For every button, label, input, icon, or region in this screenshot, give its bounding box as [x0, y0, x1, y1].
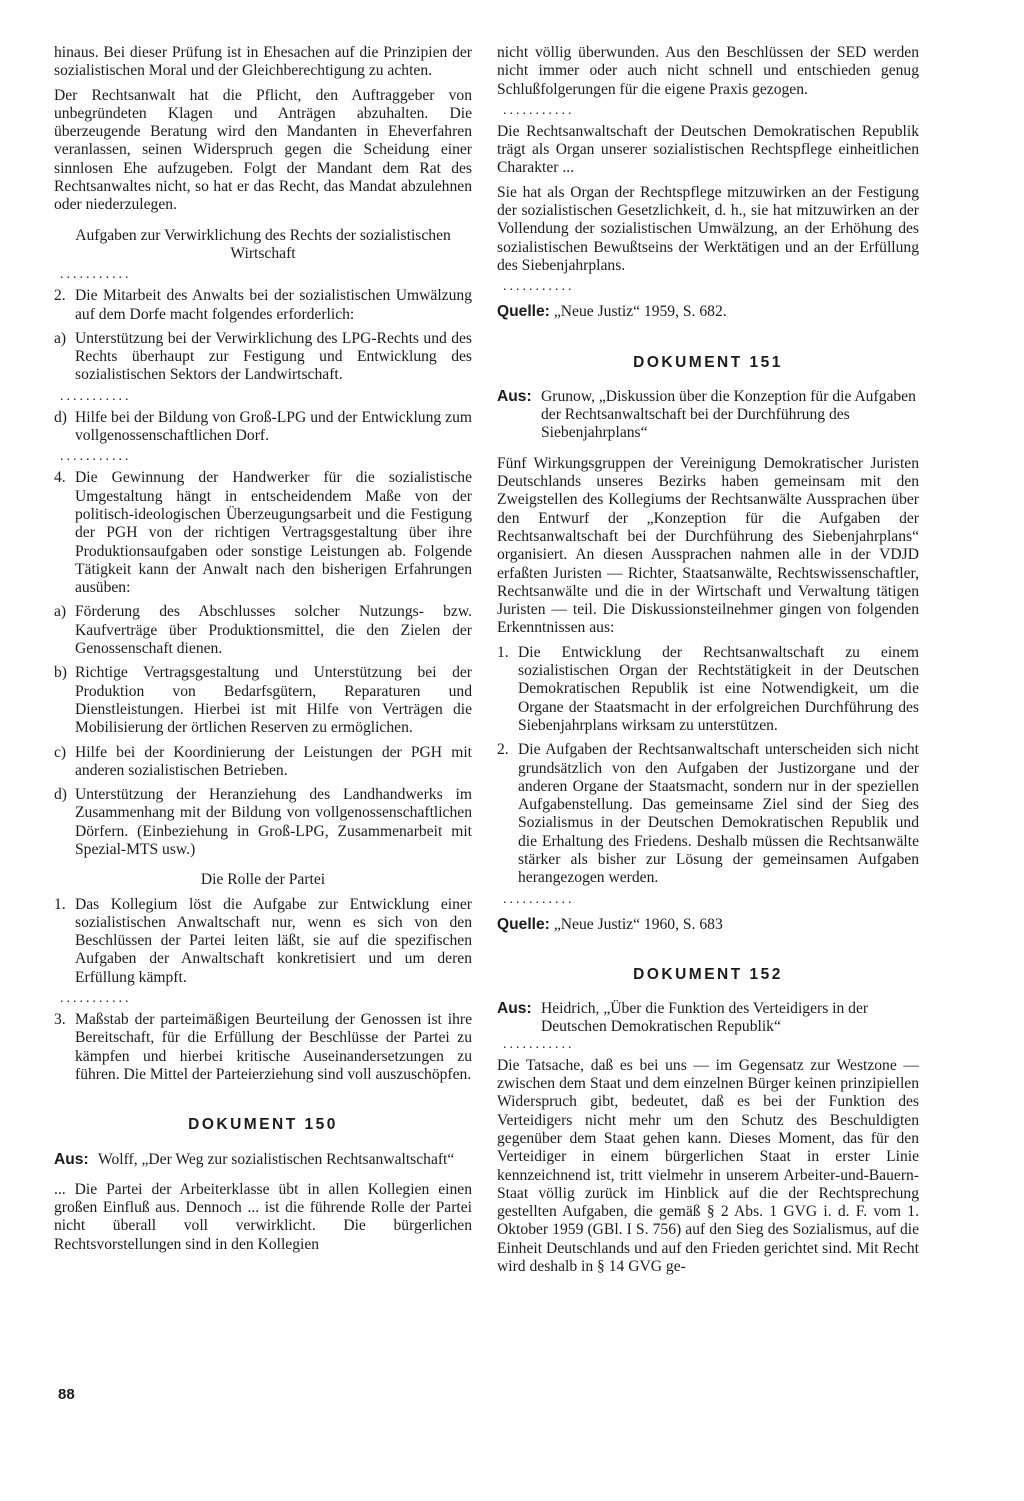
ellipsis-separator: ...........	[60, 267, 132, 283]
list-text: Unterstützung der Heranziehung des Landhandwerks im Zusammenhang mit der Bildung von vollgenossenschaftlichen Dörfern. (Einbeziehung in Groß-LPG, Zusammenarbeit mit Spezial-MTS usw.)	[75, 786, 472, 858]
list-text: Hilfe bei der Koordinierung der Leistungen der PGH mit anderen sozialistischen Betrieben.	[75, 743, 472, 779]
list-item	[54, 287, 472, 324]
citation	[497, 916, 919, 934]
paragraph: Der Rechtsanwalt hat die Pflicht, den Auftraggeber von unbegründeten Klagen und Anträgen abzuhalten. Die überzeugende Beratung wird den Mandanten in Eheverfahren veranlassen, seinen Widerspruch gegen die Scheidung einer sinnlosen Ehe aufzugeben. Folgt der Mandant dem Rat des Rechtsanwaltes nicht, so hat er das Recht, das Mandat abzulehnen oder niederzulegen.	[54, 86, 472, 214]
list-item	[54, 330, 472, 385]
document-source	[54, 1151, 472, 1169]
source-text: Heidrich, „Über die Funktion des Verteidigers in der Deutschen Demokratischen Republik“	[541, 1000, 869, 1036]
list-marker: 2.	[497, 741, 509, 759]
list-text: Die Aufgaben der Rechtsanwaltschaft unterscheiden sich nicht grundsätzlich von den Aufgaben der Justizorgane und der anderen Organe der Staatsmacht, sondern nur in der speziellen Aufgabenstellung. Das gemeinsame Ziel sind der Sieg des Sozialismus in der Deutschen Demokratischen Republik und die Erhaltung des Friedens. Deshalb müssen die Rechtsanwälte stärker als bisher zur Lösung der gemeinsamen Aufgaben herangezogen werden.	[518, 741, 919, 887]
document-source	[497, 388, 919, 443]
ellipsis-separator: ...........	[60, 991, 132, 1007]
paragraph: Fünf Wirkungsgruppen der Vereinigung Demokratischer Juristen Deutschlands unseres Bezirks haben gemeinsam mit den Zweigstellen des Kollegiums der Rechtsanwälte Aussprachen über den Entwurf der „Konzeption für die Aufgaben der Rechtsanwaltschaft bei der Durchführung des Siebenjahrplans“ organisiert. An diesen Aussprachen nahmen alle in der VDJD erfaßten Juristen — Richter, Staatsanwälte, Rechtswissenschaftler, Rechtsanwälte und die in der Wirtschaft und Verwaltung tätigen Juristen — teil. Die Diskussionsteilnehmer gingen von folgenden Erkenntnissen aus:	[497, 454, 919, 637]
list-item	[54, 1011, 472, 1084]
citation-label: Quelle:	[497, 303, 550, 321]
list-item	[54, 744, 472, 781]
section-heading: Aufgaben zur Verwirklichung des Rechts der sozialistischen Wirtschaft	[75, 226, 451, 262]
list-marker: 3.	[54, 1011, 66, 1029]
list-marker: 2.	[54, 287, 66, 305]
list-item	[54, 786, 472, 859]
ellipsis-separator: ...........	[503, 891, 575, 907]
list-text: Unterstützung bei der Verwirklichung des LPG-Rechts und des Rechts überhaupt zur Festigung und Entwicklung des sozialistischen Sektors der Landwirtschaft.	[75, 329, 472, 384]
paragraph: Sie hat als Organ der Rechtspflege mitzuwirken an der Festigung der sozialistischen Gesetzlichkeit, d. h., sie hat mitzuwirken an der Vollendung der sozialistischen Umwälzung, an der Erhöhung des sozialistischen Bewußtseins der Werktätigen und an der Erfüllung des Siebenjahrplans.	[497, 183, 919, 274]
list-item	[497, 741, 919, 887]
list-item	[54, 664, 472, 737]
list-marker: d)	[54, 786, 67, 804]
citation	[497, 303, 919, 321]
paragraph: nicht völlig überwunden. Aus den Beschlüssen der SED werden nicht immer oder auch nicht schnell und entschieden genug Schlußfolgerungen für die eigene Praxis gezogen.	[497, 44, 919, 98]
list-text: Hilfe bei der Bildung von Groß-LPG und der Entwicklung zum vollgenossenschaftlichen Dorf.	[75, 408, 472, 445]
source-label: Aus:	[497, 1000, 532, 1018]
source-label: Aus:	[54, 1150, 89, 1168]
list-text: Richtige Vertragsgestaltung und Unterstützung bei der Produktion von Bedarfsgütern, Reparaturen und Dienstleistungen. Hierbei ist mit Hilfe von Verträgen die Mobilisierung der örtlichen Reserven zu ermöglichen.	[75, 664, 472, 737]
list-marker: 4.	[54, 469, 66, 487]
list-item	[54, 896, 472, 987]
citation-text: „Neue Justiz“ 1960, S. 683	[553, 915, 723, 933]
list-marker: b)	[54, 664, 67, 682]
paragraph: ... Die Partei der Arbeiterklasse übt in allen Kollegien einen großen Einfluß aus. Dennoch ... ist die führende Rolle der Partei nicht überall voll verwirklicht. Die bürgerlichen Rechtsvorstellungen sind in den Kollegien	[54, 1180, 472, 1253]
source-label: Aus:	[497, 387, 532, 405]
document-source	[497, 1000, 919, 1037]
ellipsis-separator: ...........	[503, 279, 575, 295]
left-column	[54, 44, 472, 1260]
ellipsis-separator: ...........	[503, 102, 575, 118]
ellipsis-separator: ...........	[60, 388, 132, 404]
source-text: Grunow, „Diskussion über die Konzeption für die Aufgaben der Rechtsanwaltschaft bei der Durchführung des Siebenjahrplans“	[541, 387, 916, 442]
citation-label: Quelle:	[497, 915, 550, 933]
paragraph: Die Rechtsanwaltschaft der Deutschen Demokratischen Republik trägt als Organ unserer sozialistischen Rechtspflege einheitlichen Charakter ...	[497, 122, 919, 177]
list-text: Maßstab der parteimäßigen Beurteilung der Genossen ist ihre Bereitschaft, für die Erfüllung der Beschlüsse der Partei zu kämpfen und hierbei kritische Auseinandersetzungen zu führen. Die Mittel der Parteierziehung sind voll auszuschöpfen.	[75, 1011, 472, 1083]
paragraph: Die Tatsache, daß es bei uns — im Gegensatz zur Westzone — zwischen dem Staat und dem einzelnen Bürger keinen prinzipiellen Widerspruch gibt, bedeutet, daß es bei der Funktion des Verteidigers nicht mehr um den Schutz des Beschuldigten gegenüber dem Staat gehen kann. Dieses Moment, das für den Verteidiger in einem bürgerlichen Staat in erster Linie kennzeichnend ist, tritt vielmehr in unserem Arbeiter-und-Bauern-Staat völlig zurück im Hinblick auf die der Rechtsprechung gestellten Aufgaben, die gemäß § 2 Abs. 1 GVG i. d. F. vom 1. Oktober 1959 (GBl. I S. 756) auf den Sieg des Sozialismus, auf die Einheit Deutschlands und auf den Frieden gerichtet sind. Mit Recht wird deshalb in § 14 GVG ge-	[497, 1056, 919, 1276]
list-text: Förderung des Abschlusses solcher Nutzungs- bzw. Kaufverträge über Produktionsmittel, die den Zielen der Genossenschaft dienen.	[75, 603, 472, 658]
ellipsis-separator: ...........	[60, 449, 132, 465]
list-item	[497, 644, 919, 735]
document-heading: DOKUMENT 150	[188, 1116, 338, 1134]
list-marker: a)	[54, 329, 67, 347]
list-text: Die Gewinnung der Handwerker für die sozialistische Umgestaltung hängt in entscheidendem Maße von der politisch-ideologischen Überzeugungsarbeit und die Festigung der PGH von der richtigen Vertragsgestaltung über ihre Produktionsaufgaben oder sonstige Leistungen ab. Folgende Tätigkeit kann der Anwalt nach den bisherigen Erfahrungen ausüben:	[75, 469, 472, 597]
list-item	[54, 409, 472, 446]
list-text: Die Entwicklung der Rechtsanwaltschaft zu einem sozialistischen Organ der Rechtstätigkeit in der Deutschen Demokratischen Republik ist eine Notwendigkeit, um die Organe der Staatsmacht in der erfolgreichen Durchführung des Siebenjahrplans wirksam zu unterstützen.	[518, 643, 919, 734]
list-marker: 1.	[54, 895, 66, 913]
document-heading: DOKUMENT 151	[633, 353, 783, 371]
list-marker: c)	[54, 743, 67, 761]
list-text: Das Kollegium löst die Aufgabe zur Entwicklung einer sozialistischen Anwaltschaft nur, wenn es sich von den Beschlüssen der Partei leiten läßt, sie auf die spezifischen Aufgaben der Anwaltschaft konkretisiert und um deren Erfüllung kämpft.	[75, 895, 472, 986]
page-number: 88	[58, 1386, 75, 1403]
list-text: Die Mitarbeit des Anwalts bei der sozialistischen Umwälzung auf dem Dorfe macht folgendes erforderlich:	[75, 287, 472, 323]
list-marker: d)	[54, 408, 67, 426]
list-item	[54, 469, 472, 597]
list-marker: 1.	[497, 643, 509, 661]
ellipsis-separator: ...........	[503, 1036, 575, 1052]
paragraph: hinaus. Bei dieser Prüfung ist in Ehesachen auf die Prinzipien der sozialistischen Moral und der Gleichberechtigung zu achten.	[54, 44, 472, 80]
list-marker: a)	[54, 603, 67, 621]
document-heading: DOKUMENT 152	[633, 965, 783, 983]
right-column	[497, 44, 919, 1282]
source-text: Wolff, „Der Weg zur sozialistischen Rechtsanwaltschaft“	[98, 1150, 455, 1168]
citation-text: „Neue Justiz“ 1959, S. 682.	[553, 303, 727, 321]
section-heading: Die Rolle der Partei	[200, 871, 326, 889]
list-item	[54, 603, 472, 658]
